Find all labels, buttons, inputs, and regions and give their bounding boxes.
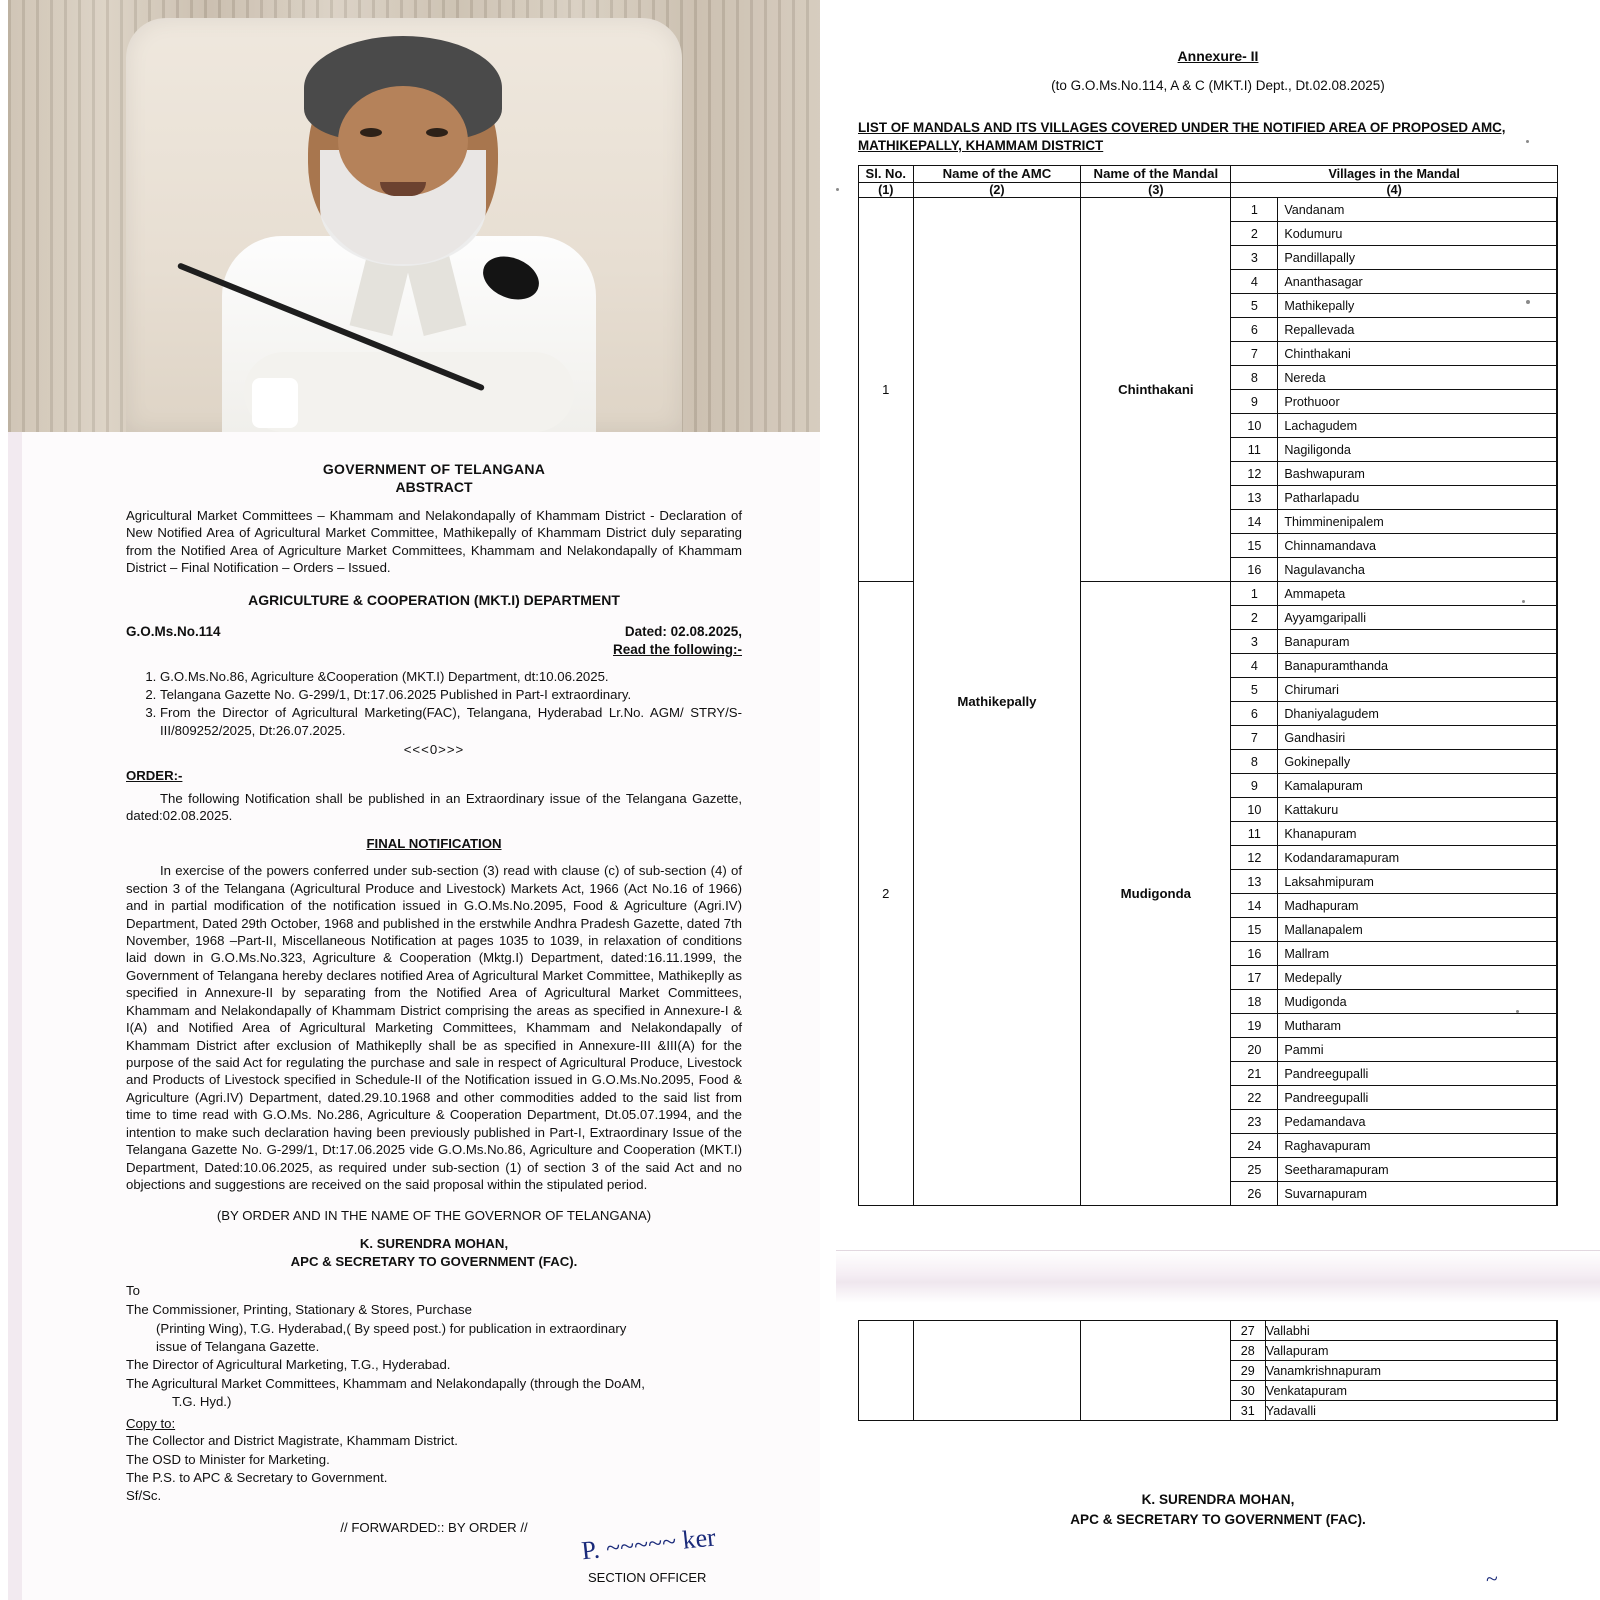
blank-amc-cell <box>913 1321 1081 1421</box>
column-header-amc: Name of the AMC <box>913 166 1081 183</box>
order-paragraph: The following Notification shall be published in an Extraordinary issue of the Telangana Gazette, dated:02.08.2025. <box>126 791 742 824</box>
village-number: 12 <box>1231 462 1278 486</box>
village-name: Vanamkrishnapuram <box>1265 1361 1556 1381</box>
village-number: 6 <box>1231 318 1278 342</box>
copy-to-list <box>126 1432 742 1505</box>
village-number: 27 <box>1231 1321 1266 1341</box>
village-number: 16 <box>1231 942 1278 966</box>
village-name: Seetharamapuram <box>1278 1158 1557 1182</box>
annexure-list-heading: LIST OF MANDALS AND ITS VILLAGES COVERED UNDER THE NOTIFIED AREA OF PROPOSED AMC, MATHIKEPALLY, KHAMMAM DISTRICT <box>858 120 1506 154</box>
final-notification-heading: FINAL NOTIFICATION <box>366 835 502 851</box>
blank-mandal-cell <box>1081 1321 1231 1421</box>
list-item <box>1231 1341 1557 1361</box>
to-label: To <box>126 1282 140 1298</box>
list-item: (Printing Wing), T.G. Hyderabad,( By speed post.) for publication in extraordinary <box>156 1320 627 1336</box>
list-item: The OSD to Minister for Marketing. <box>126 1451 330 1467</box>
list-item <box>1231 1321 1557 1341</box>
scan-speck <box>836 188 839 191</box>
village-name: Vallabhi <box>1265 1321 1556 1341</box>
page-title: GOVERNMENT OF TELANGANA <box>322 461 546 477</box>
row-villages-cell <box>1231 582 1558 1206</box>
addressee-list <box>126 1301 742 1411</box>
village-name: Bashwapuram <box>1278 462 1557 486</box>
village-number: 15 <box>1231 918 1278 942</box>
village-name: Gandhasiri <box>1278 726 1557 750</box>
signature-block <box>126 1235 742 1272</box>
village-number: 13 <box>1231 486 1278 510</box>
village-number: 7 <box>1231 726 1278 750</box>
village-number: 4 <box>1231 654 1278 678</box>
go-number-row <box>126 623 742 659</box>
go-date: Dated: 02.08.2025, <box>624 624 742 640</box>
village-number: 5 <box>1231 294 1278 318</box>
village-number: 15 <box>1231 534 1278 558</box>
list-item <box>1231 774 1556 798</box>
list-item <box>1231 390 1556 414</box>
list-item: 1. G.O.Ms.No.86, Agriculture &Cooperation (MKT.I) Department, dt:10.06.2025. <box>160 668 742 685</box>
row-villages-cell <box>1231 198 1558 582</box>
column-number-3: (3) <box>1081 183 1231 198</box>
village-list-continued <box>1231 1321 1557 1420</box>
list-item <box>1231 1086 1556 1110</box>
row-sl-no: 2 <box>859 582 914 1206</box>
village-name: Banapuramthanda <box>1278 654 1557 678</box>
row-mandal-name: Chinthakani <box>1081 198 1231 582</box>
village-name: Madhapuram <box>1278 894 1557 918</box>
row-mandal-name: Mudigonda <box>1081 582 1231 1206</box>
list-item <box>1231 534 1556 558</box>
village-name: Banapuram <box>1278 630 1557 654</box>
list-item <box>1231 1014 1556 1038</box>
village-number: 29 <box>1231 1361 1266 1381</box>
abstract-heading: ABSTRACT <box>395 479 473 496</box>
list-item <box>1231 654 1556 678</box>
village-number: 8 <box>1231 750 1278 774</box>
signer-designation: APC & SECRETARY TO GOVERNMENT (FAC). <box>290 1254 578 1270</box>
list-item <box>1231 678 1556 702</box>
village-name: Thimminenipalem <box>1278 510 1557 534</box>
list-item <box>1231 510 1556 534</box>
by-order-line: (BY ORDER AND IN THE NAME OF THE GOVERNOR OF TELANGANA) <box>216 1208 652 1224</box>
list-item <box>1231 1381 1557 1401</box>
village-number: 5 <box>1231 678 1278 702</box>
section-separator: <<<0>>> <box>403 742 465 758</box>
village-number: 22 <box>1231 1086 1278 1110</box>
village-number: 11 <box>1231 822 1278 846</box>
list-item <box>1231 918 1556 942</box>
list-item <box>1231 870 1556 894</box>
list-item <box>1231 726 1556 750</box>
list-item <box>1231 1134 1556 1158</box>
village-name: Pandillapally <box>1278 246 1557 270</box>
village-name: Nereda <box>1278 366 1557 390</box>
village-name: Chirumari <box>1278 678 1557 702</box>
village-number: 4 <box>1231 270 1278 294</box>
continued-table-wrap <box>858 1320 1558 1421</box>
footer-signer-designation: APC & SECRETARY TO GOVERNMENT (FAC). <box>1070 1511 1366 1527</box>
village-name: Mudigonda <box>1278 990 1557 1014</box>
column-number-2: (2) <box>913 183 1081 198</box>
village-name: Medepally <box>1278 966 1557 990</box>
list-item <box>1231 1401 1557 1421</box>
table-row <box>859 198 1558 582</box>
scan-speck <box>1526 300 1530 304</box>
village-number: 28 <box>1231 1341 1266 1361</box>
village-name: Khanapuram <box>1278 822 1557 846</box>
column-header-sl-no: Sl. No. <box>859 166 914 183</box>
village-number: 6 <box>1231 702 1278 726</box>
village-number: 3 <box>1231 630 1278 654</box>
village-name: Yadavalli <box>1265 1401 1556 1421</box>
village-number: 14 <box>1231 894 1278 918</box>
village-name: Kattakuru <box>1278 798 1557 822</box>
column-number-4: (4) <box>1231 183 1558 198</box>
list-item <box>1231 486 1556 510</box>
villages-table <box>858 165 1558 1206</box>
village-number: 9 <box>1231 774 1278 798</box>
table-column-number-row <box>859 183 1558 198</box>
village-number: 11 <box>1231 438 1278 462</box>
list-item <box>1231 462 1556 486</box>
minister-photograph <box>8 0 820 432</box>
continued-villages-cell <box>1230 1321 1557 1421</box>
village-number: 3 <box>1231 246 1278 270</box>
village-name: Pandreegupalli <box>1278 1062 1557 1086</box>
forwarded-line: // FORWARDED:: BY ORDER // <box>340 1519 528 1535</box>
person-mouth <box>380 182 426 196</box>
list-item: The Agricultural Market Committees, Khammam and Nelakondapally (through the DoAM, <box>126 1375 645 1391</box>
village-name: Laksahmipuram <box>1278 870 1557 894</box>
section-officer-label: SECTION OFFICER <box>588 1570 707 1585</box>
village-number: 10 <box>1231 798 1278 822</box>
village-number: 24 <box>1231 1134 1278 1158</box>
shirt-cuff <box>252 378 298 428</box>
village-name: Ananthasagar <box>1278 270 1557 294</box>
list-item <box>1231 942 1556 966</box>
row-sl-no: 1 <box>859 198 914 582</box>
village-number: 1 <box>1231 198 1278 222</box>
village-name: Kodandaramapuram <box>1278 846 1557 870</box>
department-heading: AGRICULTURE & COOPERATION (MKT.I) DEPARTMENT <box>248 591 620 608</box>
list-item <box>1231 414 1556 438</box>
village-number: 30 <box>1231 1381 1266 1401</box>
copy-to-label: Copy to: <box>126 1415 176 1431</box>
list-item <box>1231 438 1556 462</box>
village-name: Pammi <box>1278 1038 1557 1062</box>
annexure-subtitle: (to G.O.Ms.No.114, A & C (MKT.I) Dept., Dt.02.08.2025) <box>1051 78 1385 93</box>
annexure-signature-block <box>836 1490 1600 1529</box>
village-name: Raghavapuram <box>1278 1134 1557 1158</box>
list-item: The Commissioner, Printing, Stationary & Stores, Purchase <box>126 1302 472 1318</box>
village-name: Pandreegupalli <box>1278 1086 1557 1110</box>
list-item <box>1231 1361 1557 1381</box>
village-name: Prothuoor <box>1278 390 1557 414</box>
village-number: 19 <box>1231 1014 1278 1038</box>
table-header-row <box>859 166 1558 183</box>
village-name: Kodumuru <box>1278 222 1557 246</box>
list-item <box>1231 966 1556 990</box>
blank-sl-no-cell <box>859 1321 914 1421</box>
list-item <box>1231 270 1556 294</box>
list-item <box>1231 990 1556 1014</box>
footer-handwritten-mark: ~ <box>1484 1565 1499 1592</box>
list-item <box>1231 894 1556 918</box>
column-number-1: (1) <box>859 183 914 198</box>
list-item <box>1231 750 1556 774</box>
village-name: Kamalapuram <box>1278 774 1557 798</box>
village-number: 7 <box>1231 342 1278 366</box>
list-item: 3. From the Director of Agricultural Marketing(FAC), Telangana, Hyderabad Lr.No. AGM/ STRY/S-III/809252/2025, Dt:26.07.2025. <box>160 704 742 739</box>
signer-name: K. SURENDRA MOHAN, <box>359 1235 509 1251</box>
list-item: 2. Telangana Gazette No. G-299/1, Dt:17.06.2025 Published in Part-I extraordinary. <box>160 686 742 703</box>
read-the-following-label: Read the following:- <box>613 642 742 658</box>
list-item <box>1231 1038 1556 1062</box>
village-number: 20 <box>1231 1038 1278 1062</box>
village-name: Vandanam <box>1278 198 1557 222</box>
village-number: 12 <box>1231 846 1278 870</box>
column-header-villages: Villages in the Mandal <box>1231 166 1558 183</box>
village-number: 17 <box>1231 966 1278 990</box>
list-item: T.G. Hyd.) <box>172 1394 232 1410</box>
list-item <box>1231 246 1556 270</box>
village-number: 10 <box>1231 414 1278 438</box>
village-number: 26 <box>1231 1182 1278 1206</box>
village-name: Mallanapalem <box>1278 918 1557 942</box>
list-item <box>1231 798 1556 822</box>
village-number: 2 <box>1231 606 1278 630</box>
village-name: Venkatapuram <box>1265 1381 1556 1401</box>
village-name: Mallram <box>1278 942 1557 966</box>
village-number: 2 <box>1231 222 1278 246</box>
village-name: Nagiligonda <box>1278 438 1557 462</box>
person-eye-right <box>426 128 448 137</box>
village-name: Patharlapadu <box>1278 486 1557 510</box>
village-number: 13 <box>1231 870 1278 894</box>
list-item <box>1231 558 1556 582</box>
list-item <box>1231 822 1556 846</box>
village-name: Dhaniyalagudem <box>1278 702 1557 726</box>
list-item: The P.S. to APC & Secretary to Government. <box>126 1469 388 1485</box>
village-name: Ammapeta <box>1278 582 1557 606</box>
list-item <box>1231 582 1556 606</box>
list-item <box>1231 702 1556 726</box>
row-amc-name: Mathikepally <box>913 198 1081 1206</box>
village-number: 21 <box>1231 1062 1278 1086</box>
list-item <box>1231 198 1556 222</box>
scan-speck <box>1522 600 1525 603</box>
village-number: 18 <box>1231 990 1278 1014</box>
footer-signer-name: K. SURENDRA MOHAN, <box>1141 1492 1295 1507</box>
read-items-list <box>126 668 742 740</box>
village-name: Lachagudem <box>1278 414 1557 438</box>
list-item <box>1231 1062 1556 1086</box>
list-item <box>1231 846 1556 870</box>
list-item <box>1231 294 1556 318</box>
handwritten-signature: P. ~~~~~ ker <box>580 1522 718 1566</box>
village-name: Nagulavancha <box>1278 558 1557 582</box>
list-item <box>1231 1182 1556 1206</box>
village-number: 8 <box>1231 366 1278 390</box>
abstract-body: Agricultural Market Committees – Khammam and Nelakondapally of Khammam District - Declaration of New Notified Area of Agricultural Market Committee, Mathikepally of Khammam District duly separating from the Notified Area of Agriculture Market Committees, Khammam and Nelakondapally of Khammam District – Final Notification – Orders – Issued. <box>126 507 742 576</box>
village-number: 14 <box>1231 510 1278 534</box>
right-column <box>836 0 1600 1600</box>
village-name: Mathikepally <box>1278 294 1557 318</box>
list-item <box>1231 342 1556 366</box>
list-item <box>1231 1158 1556 1182</box>
village-number: 16 <box>1231 558 1278 582</box>
annexure-title: Annexure- II <box>1177 48 1259 64</box>
village-name: Suvarnapuram <box>1278 1182 1557 1206</box>
village-name: Pedamandava <box>1278 1110 1557 1134</box>
village-name: Vallapuram <box>1265 1341 1556 1361</box>
person-eye-left <box>360 128 382 137</box>
list-item: The Director of Agricultural Marketing, T.G., Hyderabad. <box>126 1357 451 1373</box>
page-divider <box>836 1250 1600 1303</box>
villages-table-continued <box>858 1320 1558 1421</box>
list-item <box>1231 606 1556 630</box>
order-label: ORDER:- <box>126 767 183 783</box>
go-number: G.O.Ms.No.114 <box>126 624 221 640</box>
village-name: Repallevada <box>1278 318 1557 342</box>
list-item: Sf/Sc. <box>126 1488 162 1504</box>
scan-speck <box>1526 140 1529 143</box>
village-name: Mutharam <box>1278 1014 1557 1038</box>
village-name: Gokinepally <box>1278 750 1557 774</box>
village-number: 31 <box>1231 1401 1266 1421</box>
village-name: Chinthakani <box>1278 342 1557 366</box>
village-name: Ayyamgaripalli <box>1278 606 1557 630</box>
scan-speck <box>1516 1010 1519 1013</box>
person-face <box>338 86 468 196</box>
village-list-chinthakani <box>1231 198 1557 581</box>
column-header-mandal: Name of the Mandal <box>1081 166 1231 183</box>
village-name: Chinnamandava <box>1278 534 1557 558</box>
list-item: The Collector and District Magistrate, Khammam District. <box>126 1433 458 1449</box>
village-list-mudigonda <box>1231 582 1557 1205</box>
list-item <box>1231 222 1556 246</box>
village-number: 25 <box>1231 1158 1278 1182</box>
notification-paragraph: In exercise of the powers conferred under sub-section (3) read with clause (c) of sub-section (4) of section 3 of the Telangana (Agricultural Produce and Livestock) Markets Act, 1966 (Act No.16 of 1966) and in partial modification of the notification issued in G.O.Ms.No.2095, Food & Agriculture (Agri.IV) Department, Dated 29th October, 1968 and published in the erstwhile Andhra Pradesh Gazette, dated 7th November, 1968 –Part-II, Miscellaneous Notification at pages 1035 to 1039, in relaxation of conditions laid down in G.O.Ms.No.323, Agriculture & Cooperation (Mktg.I) Department, dated:16.11.1999, the Government of Telangana hereby declares notified Area of Agricultural Market Committee, Mathikeplly as specified in Annexure-II by separating from the Notified Area of Agricultural Market Committees, Khammam and Nelakondapally of Khammam District comprising the areas as specified in Annexure-I & I(A) and Notified Area of Agricultural Marketing Committees, Khammam and Nelakondapally of Khammam District after exclusion of Mathikeplly shall be as specified in Annexure-III &III(A) for the purpose of the said Act for regulating the purchase and sale in respect of Agricultural Produce, Livestock and Products of Livestock specified in Schedule-II of the Notification issued in G.O.Ms.No.2095, Food & Agriculture (Agri.IV) Department, dated.29.10.1968 and other commodities added to the said list from time to time read with G.O.Ms. No.286, Agriculture & Cooperation Department, Dt.05.07.1994, and the intention to make such declaration having been previously published in Part-I, Extraordinary Issue of the Telangana Gazette No. G-299/1, Dt:17.06.2025 vide G.O.Ms.No.86, Agriculture and Cooperation (MKT.I) Department, Dated:10.06.2025, as required under sub-section (1) of section 3 of the said Act and no objections and suggestions are received on the said proposal within the stipulated period. <box>126 863 742 1192</box>
list-item <box>1231 630 1556 654</box>
village-number: 23 <box>1231 1110 1278 1134</box>
list-item <box>1231 318 1556 342</box>
list-item <box>1231 366 1556 390</box>
village-number: 9 <box>1231 390 1278 414</box>
government-order-document <box>8 432 820 1600</box>
list-item <box>1231 1110 1556 1134</box>
village-number: 1 <box>1231 582 1278 606</box>
table-row <box>859 1321 1558 1421</box>
list-item: issue of Telangana Gazette. <box>156 1339 320 1354</box>
